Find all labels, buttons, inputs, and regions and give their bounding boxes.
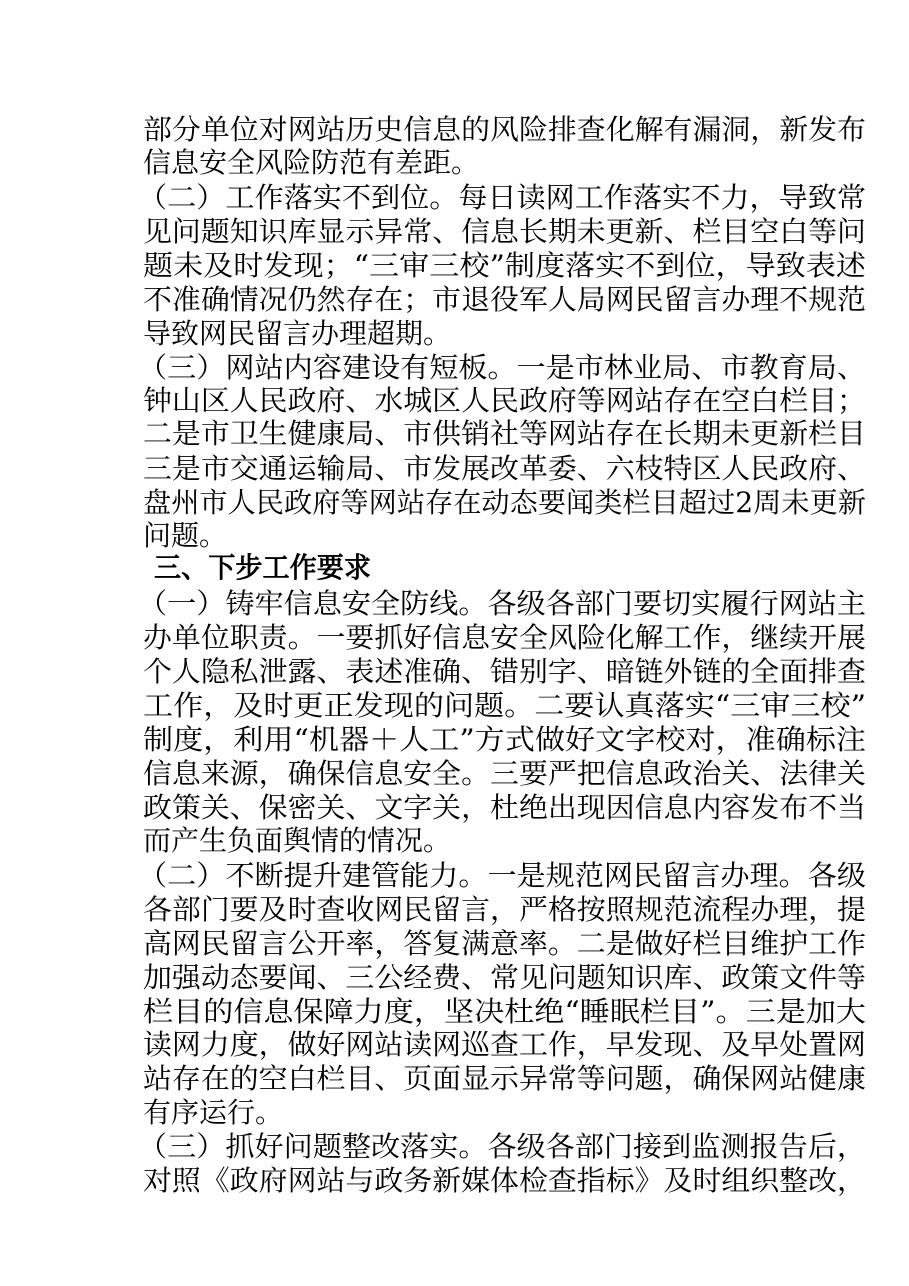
text-line-content: （二）不断提升建管能力。一是规范网民留言办理。各级 [138, 859, 867, 892]
text-line-content: （三）网站内容建设有短板。一是市林业局、市教育局、 [138, 351, 867, 384]
text-line-content: 政策关、保密关、文字关，杜绝出现因信息内容发布不当 [143, 791, 866, 824]
text-line-content: 对照《政府网站与政务新媒体检查指标》及时组织整改， [143, 1164, 866, 1197]
text-line-content: 见问题知识库显示异常、信息长期未更新、栏目空白等问 [143, 215, 866, 248]
text-line-content: 信息安全风险防范有差距。 [143, 146, 480, 179]
text-line-content: 工作，及时更正发现的问题。二要认真落实“三审三校” [143, 689, 867, 722]
text-line-content: （二）工作落实不到位。每日读网工作落实不力，导致常 [138, 181, 867, 214]
text-line-content: 加强动态要闻、三公经费、常见问题知识库、政策文件等 [143, 961, 866, 994]
text-line-content: （三）抓好问题整改落实。各级各部门接到监测报告后， [138, 1130, 867, 1163]
text-line [0, 1161, 909, 1201]
text-line-content: 办单位职责。一要抓好信息安全风险化解工作，继续开展 [143, 621, 866, 654]
text-line-content: 三是市交通运输局、市发展改革委、六枝特区人民政府、 [143, 452, 866, 485]
text-line-content: 钟山区人民政府、水城区人民政府等网站存在空白栏目； [143, 384, 866, 417]
text-line-content: 站存在的空白栏目、页面显示异常等问题，确保网站健康 [143, 1062, 866, 1095]
text-line-content: 个人隐私泄露、表述准确、错别字、暗链外链的全面排查 [143, 655, 866, 688]
text-line-content: 导致网民留言办理超期。 [143, 317, 452, 350]
text-line-content: 高网民留言公开率，答复满意率。二是做好栏目维护工作 [143, 927, 866, 960]
text-line-content: 二是市卫生健康局、市供销社等网站存在长期未更新栏目 [143, 417, 866, 450]
text-line-content: 部分单位对网站历史信息的风险排查化解有漏洞，新发布 [143, 113, 866, 146]
text-line-content: 信息来源，确保信息安全。三要严把信息政治关、法律关 [143, 757, 866, 790]
text-line-content: 制度，利用“机器＋人工”方式做好文字校对，准确标注 [143, 723, 867, 756]
section-heading-text: 三、下步工作要求 [154, 551, 372, 584]
text-line [0, 414, 909, 454]
text-line-content: 各部门要及时查收网民留言，严格按照规范流程办理，提 [143, 893, 866, 926]
section-heading [0, 548, 909, 588]
text-line-content: 读网力度，做好网站读网巡查工作，早发现、及早处置网 [143, 1028, 866, 1061]
text-line-content: 而产生负面舆情的情况。 [143, 824, 452, 857]
text-line-content: 栏目的信息保障力度，坚决杜绝“睡眠栏目”。三是加大 [143, 995, 867, 1028]
text-line-content: 不准确情况仍然存在；市退役军人局网民留言办理不规范 [143, 283, 866, 316]
text-line-content: 有序运行。 [143, 1096, 284, 1129]
text-line-content: 盘州市人民政府等网站存在动态要闻类栏目超过2周未更新 [143, 486, 866, 519]
text-line-content: （一）铸牢信息安全防线。各级各部门要切实履行网站主 [138, 587, 867, 620]
text-line [0, 821, 909, 861]
text-line [0, 143, 909, 183]
text-line-content: 问题。 [143, 519, 228, 552]
text-line-content: 题未及时发现；“三审三校”制度落实不到位，导致表述 [143, 249, 867, 282]
